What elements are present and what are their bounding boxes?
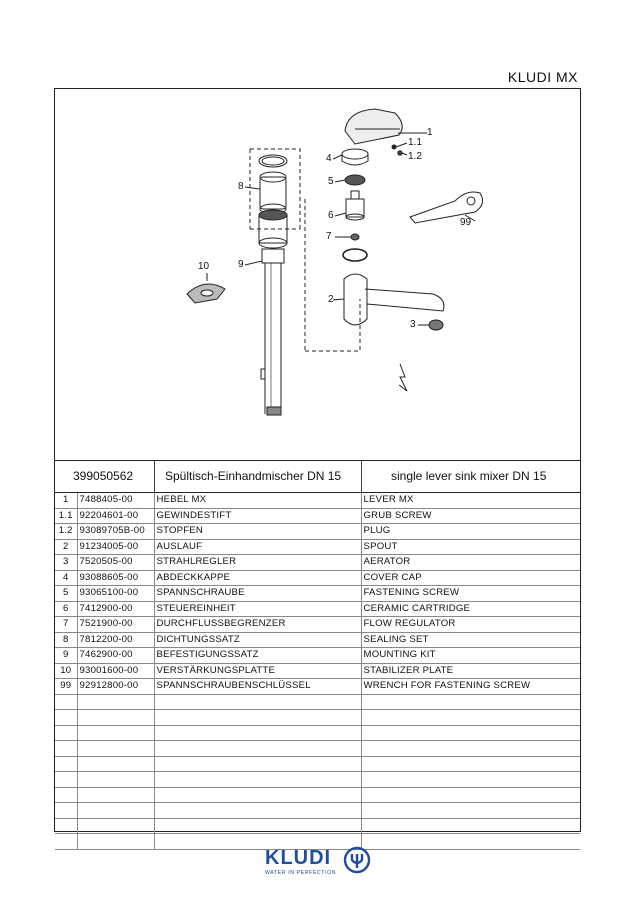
- parts-cell-de: BEFESTIGUNGSSATZ: [154, 648, 361, 664]
- parts-cell-empty: [77, 756, 154, 772]
- parts-cell-article: 7521900-00: [77, 617, 154, 633]
- parts-row-empty: [55, 710, 580, 726]
- parts-cell-empty: [77, 787, 154, 803]
- parts-cell-empty: [77, 694, 154, 710]
- parts-cell-pos: 7: [55, 617, 77, 633]
- parts-row-empty: [55, 772, 580, 788]
- parts-cell-empty: [154, 772, 361, 788]
- parts-cell-pos: 6: [55, 601, 77, 617]
- parts-cell-en: MOUNTING KIT: [361, 648, 580, 664]
- parts-cell-empty: [55, 710, 77, 726]
- parts-cell-de: SPANNSCHRAUBENSCHLÜSSEL: [154, 679, 361, 695]
- callout-3: 3: [410, 319, 416, 330]
- parts-cell-empty: [154, 741, 361, 757]
- parts-cell-article: 93065100-00: [77, 586, 154, 602]
- parts-row: [55, 524, 580, 540]
- parts-cell-en: SEALING SET: [361, 632, 580, 648]
- parts-row: [55, 586, 580, 602]
- parts-cell-en: AERATOR: [361, 555, 580, 571]
- parts-cell-empty: [77, 741, 154, 757]
- product-title-de: Spültisch-Einhandmischer DN 15: [165, 469, 342, 483]
- parts-cell-pos: 4: [55, 570, 77, 586]
- parts-cell-empty: [361, 818, 580, 834]
- parts-row: [55, 632, 580, 648]
- parts-cell-article: 91234005-00: [77, 539, 154, 555]
- parts-cell-empty: [154, 694, 361, 710]
- parts-row: [55, 555, 580, 571]
- parts-cell-pos: 3: [55, 555, 77, 571]
- parts-cell-article: 7520505-00: [77, 555, 154, 571]
- exploded-view-drawing: [55, 89, 580, 461]
- parts-table: [55, 493, 580, 850]
- parts-row: [55, 617, 580, 633]
- parts-cell-empty: [55, 834, 77, 850]
- parts-cell-empty: [77, 803, 154, 819]
- parts-cell-empty: [55, 741, 77, 757]
- parts-row: [55, 663, 580, 679]
- parts-cell-empty: [361, 803, 580, 819]
- parts-cell-empty: [55, 818, 77, 834]
- parts-cell-empty: [361, 694, 580, 710]
- parts-row: [55, 601, 580, 617]
- parts-row: [55, 648, 580, 664]
- parts-cell-pos: 2: [55, 539, 77, 555]
- parts-cell-empty: [77, 710, 154, 726]
- logo-word: KLUDI: [265, 847, 332, 869]
- parts-cell-article: 92204601-00: [77, 508, 154, 524]
- parts-cell-de: VERSTÄRKUNGSPLATTE: [154, 663, 361, 679]
- parts-row-empty: [55, 694, 580, 710]
- parts-cell-article: 7412900-00: [77, 601, 154, 617]
- callout-4: 4: [326, 153, 332, 164]
- parts-cell-de: SPANNSCHRAUBE: [154, 586, 361, 602]
- callout-8: 8: [238, 181, 244, 192]
- parts-cell-de: STEUEREINHEIT: [154, 601, 361, 617]
- parts-cell-pos: 1.1: [55, 508, 77, 524]
- parts-cell-empty: [361, 725, 580, 741]
- parts-cell-empty: [154, 787, 361, 803]
- parts-cell-de: ABDECKKAPPE: [154, 570, 361, 586]
- parts-cell-pos: 99: [55, 679, 77, 695]
- parts-cell-empty: [77, 772, 154, 788]
- parts-cell-empty: [77, 725, 154, 741]
- parts-cell-empty: [361, 741, 580, 757]
- callout-1-2: 1.2: [408, 151, 422, 162]
- callout-6: 6: [328, 210, 334, 221]
- parts-cell-empty: [154, 756, 361, 772]
- callout-5: 5: [328, 176, 334, 187]
- callout-9: 9: [238, 259, 244, 270]
- parts-cell-empty: [361, 710, 580, 726]
- parts-row-empty: [55, 741, 580, 757]
- parts-cell-empty: [154, 725, 361, 741]
- parts-row-empty: [55, 756, 580, 772]
- parts-row: [55, 508, 580, 524]
- parts-cell-empty: [77, 834, 154, 850]
- parts-cell-article: 7812200-00: [77, 632, 154, 648]
- parts-row: [55, 679, 580, 695]
- parts-cell-de: AUSLAUF: [154, 539, 361, 555]
- callout-2: 2: [328, 294, 334, 305]
- parts-cell-article: 7462900-00: [77, 648, 154, 664]
- parts-cell-en: PLUG: [361, 524, 580, 540]
- parts-cell-empty: [154, 803, 361, 819]
- brand-title: KLUDI MX: [507, 69, 578, 85]
- parts-cell-pos: 1.2: [55, 524, 77, 540]
- callout-1-1: 1.1: [408, 137, 422, 148]
- parts-cell-de: STRAHLREGLER: [154, 555, 361, 571]
- parts-cell-en: CERAMIC CARTRIDGE: [361, 601, 580, 617]
- parts-cell-en: WRENCH FOR FASTENING SCREW: [361, 679, 580, 695]
- parts-cell-empty: [55, 694, 77, 710]
- parts-cell-article: 93001600-00: [77, 663, 154, 679]
- spare-parts-sheet: [54, 88, 581, 832]
- logo-tagline: WATER IN PERFECTION: [265, 870, 337, 876]
- parts-cell-de: DICHTUNGSSATZ: [154, 632, 361, 648]
- callout-99: 99: [460, 217, 472, 228]
- parts-cell-en: GRUB SCREW: [361, 508, 580, 524]
- product-title-en: single lever sink mixer DN 15: [391, 469, 547, 483]
- parts-cell-article: 7488405-00: [77, 493, 154, 508]
- parts-cell-en: SPOUT: [361, 539, 580, 555]
- parts-cell-en: FASTENING SCREW: [361, 586, 580, 602]
- parts-cell-pos: 5: [55, 586, 77, 602]
- exploded-view-svg: [55, 89, 580, 459]
- parts-cell-empty: [55, 803, 77, 819]
- parts-cell-en: STABILIZER PLATE: [361, 663, 580, 679]
- parts-cell-empty: [361, 772, 580, 788]
- parts-cell-empty: [77, 818, 154, 834]
- parts-cell-en: FLOW REGULATOR: [361, 617, 580, 633]
- parts-row: [55, 570, 580, 586]
- parts-cell-pos: 10: [55, 663, 77, 679]
- parts-cell-pos: 9: [55, 648, 77, 664]
- parts-cell-en: COVER CAP: [361, 570, 580, 586]
- logo-mark-icon: [343, 846, 371, 874]
- parts-cell-empty: [55, 756, 77, 772]
- parts-cell-empty: [55, 787, 77, 803]
- parts-cell-empty: [361, 756, 580, 772]
- parts-row: [55, 493, 580, 508]
- parts-cell-pos: 1: [55, 493, 77, 508]
- parts-cell-empty: [55, 772, 77, 788]
- parts-row-empty: [55, 818, 580, 834]
- kludi-logo: [265, 845, 385, 885]
- callout-1: 1: [427, 127, 433, 138]
- parts-cell-de: HEBEL MX: [154, 493, 361, 508]
- parts-cell-de: STOPFEN: [154, 524, 361, 540]
- callout-10: 10: [198, 261, 210, 272]
- article-number: 399050562: [73, 469, 134, 483]
- parts-cell-empty: [361, 834, 580, 850]
- parts-cell-en: LEVER MX: [361, 493, 580, 508]
- parts-cell-de: DURCHFLUSSBEGRENZER: [154, 617, 361, 633]
- callout-7: 7: [326, 231, 332, 242]
- parts-row: [55, 539, 580, 555]
- parts-cell-pos: 8: [55, 632, 77, 648]
- parts-row-empty: [55, 803, 580, 819]
- parts-cell-empty: [154, 710, 361, 726]
- parts-cell-article: 93089705B-00: [77, 524, 154, 540]
- parts-row-empty: [55, 725, 580, 741]
- product-header: [55, 461, 580, 493]
- parts-cell-de: GEWINDESTIFT: [154, 508, 361, 524]
- parts-cell-empty: [154, 818, 361, 834]
- parts-cell-empty: [55, 725, 77, 741]
- parts-cell-article: 93088605-00: [77, 570, 154, 586]
- parts-cell-article: 92912800-00: [77, 679, 154, 695]
- parts-row-empty: [55, 787, 580, 803]
- parts-cell-empty: [361, 787, 580, 803]
